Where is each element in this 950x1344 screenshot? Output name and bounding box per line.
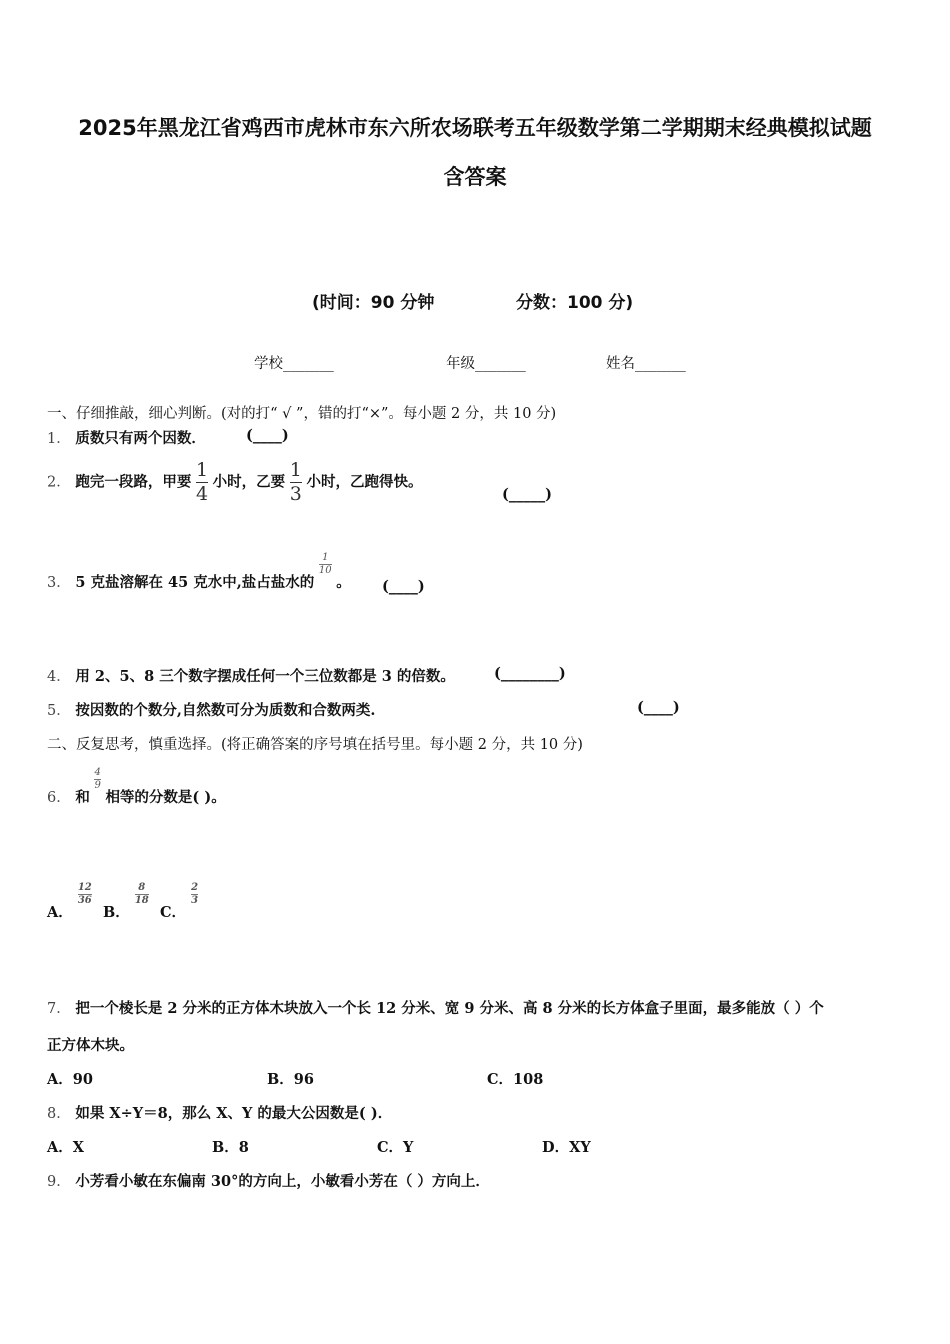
q2-blank: (_____): [502, 486, 552, 503]
q2-text-a: 跑完一段路，甲要: [75, 473, 192, 491]
q8-option-c: C．Y: [377, 1139, 414, 1156]
q5-number: 5．: [47, 703, 71, 719]
q2-number: 2．: [47, 474, 71, 491]
q1-number: 1．: [47, 431, 71, 447]
q7-text-line1: 把一个棱长是 2 分米的正方体木块放入一个长 12 分米、宽 9 分米、高 8 分米的长方体盒子里面，最多能放（ ）个: [75, 1000, 824, 1017]
q8-text: 如果 X÷Y＝8，那么 X、Y 的最大公因数是( )．: [75, 1105, 393, 1122]
q2-fraction-1: $\frac{1}{4}$: [195, 459, 209, 505]
question-5: [47, 699, 375, 720]
q7-option-c: C．108: [487, 1071, 544, 1088]
q7-option-a: A．90: [47, 1071, 93, 1088]
q3-number: 3．: [47, 575, 71, 591]
q3-blank: (____): [382, 578, 425, 595]
q4-blank: (________): [494, 665, 566, 682]
q7-number: 7．: [47, 1001, 71, 1017]
q5-text: 按因数的个数分,自然数可分为质数和合数两类.: [75, 702, 376, 719]
q6-fraction: $\frac{4}{9}$: [94, 767, 101, 791]
q9-number: 9．: [47, 1174, 71, 1190]
q6-text-a: 和: [75, 789, 90, 806]
q8-number: 8．: [47, 1106, 71, 1122]
q7-option-b: B．96: [267, 1071, 314, 1088]
q6-number: 6．: [47, 790, 71, 806]
question-3: [47, 553, 351, 592]
q6-option-a-fraction: $\frac{12}{36}$: [77, 882, 92, 906]
q6-option-b-fraction: $\frac{8}{18}$: [134, 882, 149, 906]
question-1: [47, 427, 206, 448]
q2-text-c: 小时，乙跑得快。: [306, 473, 423, 491]
q3-text-b: 。: [336, 574, 351, 591]
q3-text-a: 5 克盐溶解在 45 克水中,盐占盐水的: [75, 574, 315, 591]
question-4: [47, 665, 455, 686]
q4-text: 用 2、5、8 三个数字摆成任何一个三位数都是 3 的倍数。: [75, 668, 455, 685]
page-title: 2025年黑龙江省鸡西市虎林市东六所农场联考五年级数学第二学期期末经典模拟试题: [78, 116, 872, 140]
page-title-line2: 含答案: [443, 165, 507, 189]
q6-option-b: B． $\frac{8}{18}$: [103, 882, 149, 921]
q5-blank: (____): [637, 699, 680, 716]
question-2: [47, 461, 422, 504]
q7-text-line2: 正方体木块。: [47, 1037, 134, 1054]
q2-fraction-2: $\frac{1}{3}$: [289, 459, 302, 505]
q8-option-b: B．8: [212, 1139, 249, 1156]
question-9: [47, 1170, 490, 1191]
q4-number: 4．: [47, 669, 71, 685]
q9-text: 小芳看小敏在东偏南 30°的方向上，小敏看小芳在（ ）方向上．: [75, 1173, 490, 1190]
school-field: 学校_______: [254, 356, 334, 372]
section1-heading: 一、仔细推敲，细心判断。(对的打“ √ ”，错的打“×”。每小题 2 分，共 10 分): [47, 406, 557, 422]
exam-score: 分数：100 分): [516, 293, 634, 313]
q2-text-b: 小时，乙要: [212, 473, 286, 491]
q6-text-b: 相等的分数是( )。: [105, 789, 226, 806]
exam-time: (时间：90 分钟: [312, 293, 435, 313]
question-7: [47, 997, 824, 1018]
q8-option-d: D．XY: [542, 1139, 591, 1156]
q6-option-c: C． $\frac{2}{3}$: [160, 882, 199, 921]
question-6: [47, 768, 226, 807]
q6-option-a: A． $\frac{12}{36}$: [47, 882, 92, 921]
q3-fraction: $\frac{1}{10}$: [318, 552, 332, 576]
section2-heading: 二、反复思考，慎重选择。(将正确答案的序号填在括号里。每小题 2 分，共 10 分): [47, 737, 583, 753]
question-8: [47, 1102, 392, 1123]
q8-option-a: A．X: [47, 1139, 85, 1156]
q1-text: 质数只有两个因数．: [75, 430, 206, 447]
grade-field: 年级_______: [446, 356, 526, 372]
name-field: 姓名_______: [606, 356, 686, 372]
q6-option-c-fraction: $\frac{2}{3}$: [191, 882, 199, 906]
q1-blank: (____): [246, 427, 289, 444]
